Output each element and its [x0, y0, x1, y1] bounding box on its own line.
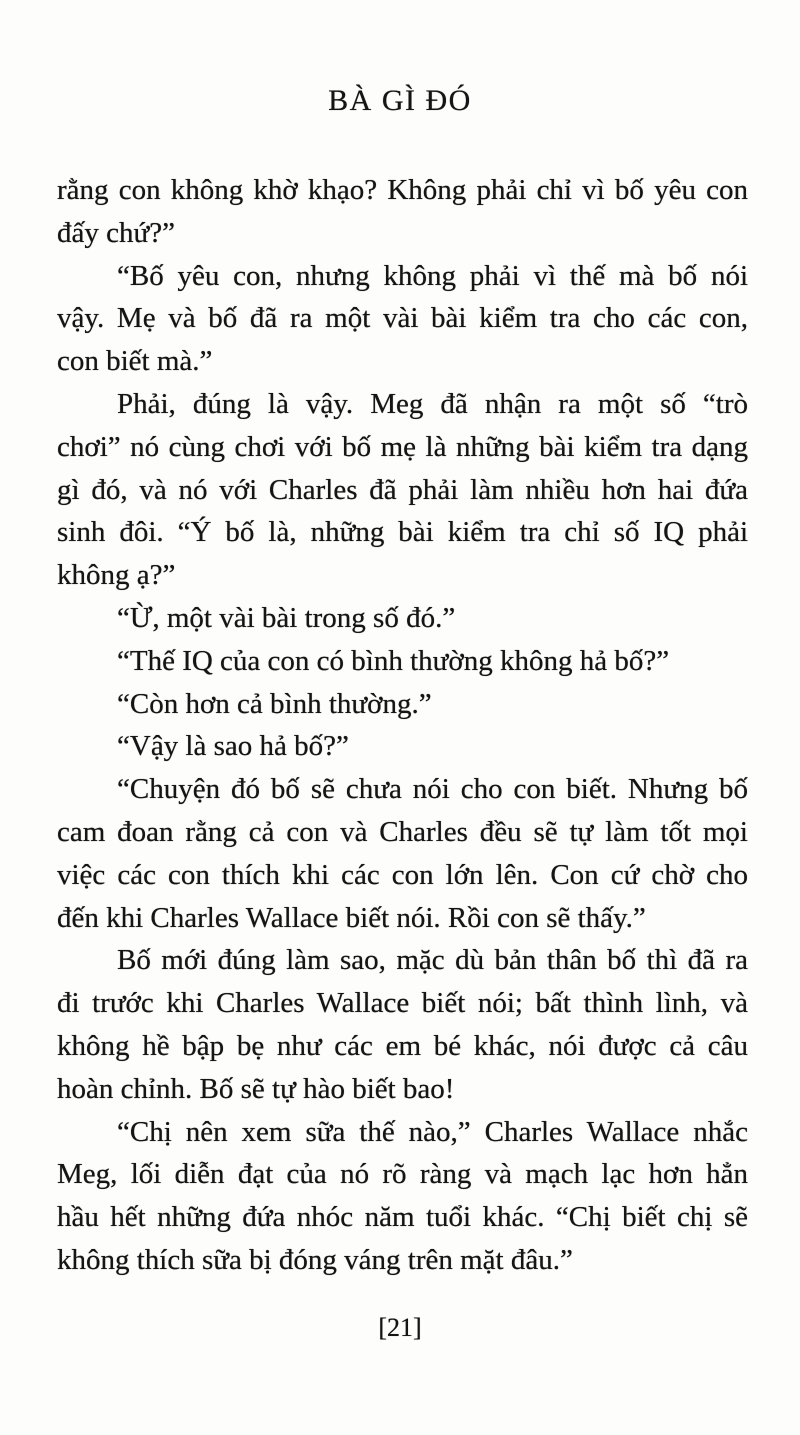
text-line: đấy chứ?”: [57, 216, 175, 249]
text-line: việc các con thích khi các con lớn lên. Con cứ chờ cho: [57, 858, 748, 891]
text-line: “Còn hơn cả bình thường.”: [117, 687, 432, 720]
text-line: con biết mà.”: [57, 345, 213, 378]
paragraph: [57, 597, 748, 640]
text-line: “Bố yêu con, nhưng không phải vì thế mà bố nói: [117, 259, 748, 292]
paragraph: [57, 169, 748, 255]
paragraph: [57, 725, 748, 768]
text-line: hầu hết những đứa nhóc năm tuổi khác. “Chị biết chị sẽ: [57, 1201, 748, 1234]
paragraph: [57, 683, 748, 726]
text-line: rằng con không khờ khạo? Không phải chỉ vì bố yêu con: [57, 174, 748, 206]
text-line: “Ừ, một vài bài trong số đó.”: [117, 601, 456, 634]
text-line: “Chị nên xem sữa thế nào,” Charles Wallace nhắc: [117, 1115, 748, 1148]
text-line: sinh đôi. “Ý bố là, những bài kiểm tra chỉ số IQ phải: [57, 516, 748, 549]
text-line: Meg, lối diễn đạt của nó rõ ràng và mạch lạc hơn hẳn: [57, 1158, 748, 1191]
paragraph: [57, 255, 748, 383]
text-line: không ạ?”: [57, 559, 176, 592]
text-line: cam đoan rằng cả con và Charles đều sẽ tự làm tốt mọi: [57, 815, 748, 848]
text-line: Phải, đúng là vậy. Meg đã nhận ra một số “trò: [117, 387, 748, 420]
text-line: không thích sữa bị đóng váng trên mặt đâu.”: [57, 1243, 573, 1276]
body-text: [57, 169, 748, 1282]
text-line: hoàn chỉnh. Bố sẽ tự hào biết bao!: [57, 1072, 455, 1105]
paragraph: [57, 383, 748, 597]
page-number: [21]: [378, 1313, 422, 1342]
text-line: Bố mới đúng làm sao, mặc dù bản thân bố thì đã ra: [117, 944, 748, 977]
text-line: “Thế IQ của con có bình thường không hả bố?”: [117, 644, 670, 677]
text-line: gì đó, và nó với Charles đã phải làm nhiều hơn hai đứa: [57, 473, 748, 506]
text-line: đến khi Charles Wallace biết nói. Rồi con sẽ thấy.”: [57, 901, 646, 934]
paragraph: [57, 1111, 748, 1282]
paragraph: [57, 640, 748, 683]
chapter-running-header: BÀ GÌ ĐÓ: [328, 84, 472, 117]
paragraph: [57, 939, 748, 1110]
text-line: đi trước khi Charles Wallace biết nói; bất thình lình, và: [57, 987, 748, 1020]
text-line: chơi” nó cùng chơi với bố mẹ là những bài kiểm tra dạng: [57, 430, 748, 463]
text-line: “Vậy là sao hả bố?”: [117, 730, 349, 763]
text-line: không hề bập bẹ như các em bé khác, nói được cả câu: [57, 1029, 748, 1062]
text-line: “Chuyện đó bố sẽ chưa nói cho con biết. Nhưng bố: [117, 773, 748, 806]
text-line: vậy. Mẹ và bố đã ra một vài bài kiểm tra cho các con,: [57, 302, 748, 335]
paragraph: [57, 768, 748, 939]
